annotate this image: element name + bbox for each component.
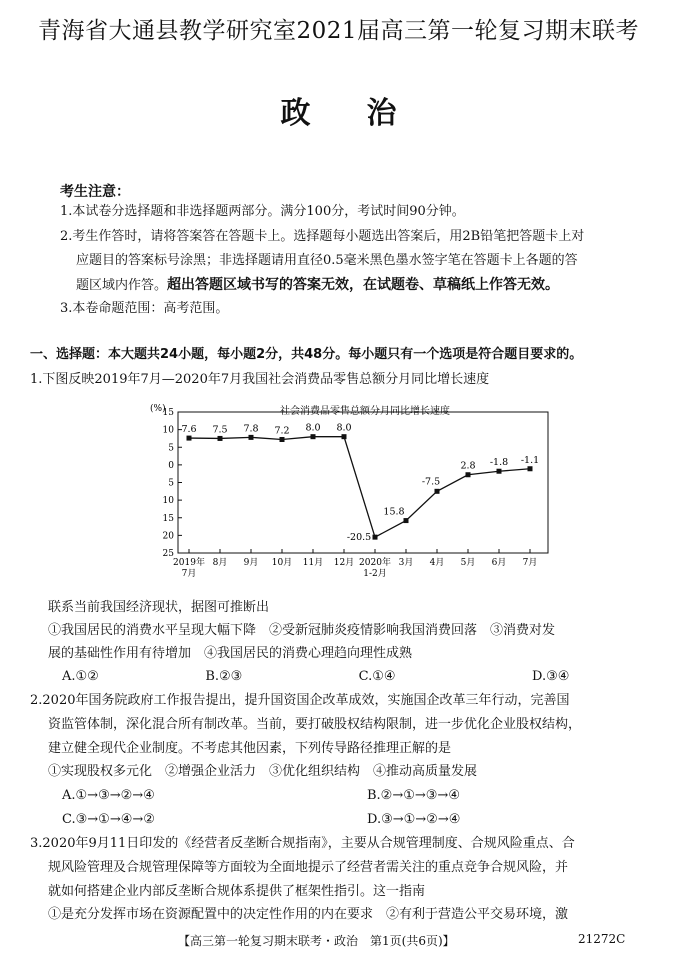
data-point — [249, 435, 254, 440]
data-point — [373, 535, 378, 540]
x-tick-label: 6月 — [491, 558, 507, 568]
footer-code: 21272C — [578, 932, 626, 946]
data-point — [342, 434, 347, 439]
q3-line-4: ①是充分发挥市场在资源配置中的决定性作用的内在要求 ②有利于营造公平交易环境，激 — [48, 907, 569, 922]
chart-title: 社会消费品零售总额分月同比增长速度 — [280, 406, 450, 417]
notice-item-2b: 应题目的答案标号涂黑；非选择题请用直径0.5毫米黑色墨水签字笔在答题卡上各题的答 — [76, 253, 578, 268]
footer-label: 【高三第一轮复习期末联考・政治 第1页(共6页)】 — [178, 934, 455, 948]
subject-title — [0, 88, 677, 132]
data-label: -20.5 — [346, 532, 372, 544]
x-tick-label: 8月 — [212, 558, 228, 568]
series-line — [189, 437, 530, 537]
q1-option-b[interactable]: B.②③ — [205, 669, 243, 684]
x-tick-label: 12月 — [333, 558, 355, 568]
q1-stem: 1.下图反映2019年7月—2020年7月我国社会消费品零售总额分月同比增长速度 — [30, 372, 490, 387]
data-label: 7.8 — [243, 423, 259, 435]
data-label: 7.6 — [181, 424, 197, 436]
x-tick-label-line2: 7月 — [181, 569, 197, 579]
data-point — [497, 469, 502, 474]
q1-statement-2: 展的基础性作用有待增加 ④我国居民的消费心理趋向理性成熟 — [48, 646, 413, 661]
notice-item-2c-text: 题区域内作答。 — [76, 278, 168, 293]
y-tick-label: 15 — [162, 513, 174, 524]
y-tick-label: 25 — [162, 549, 174, 559]
data-point — [218, 436, 223, 441]
data-point — [404, 518, 409, 523]
x-tick-label: 4月 — [429, 558, 445, 568]
series-polyline — [189, 437, 530, 537]
x-tick-label: 5月 — [460, 558, 476, 568]
data-label: 7.2 — [274, 425, 290, 437]
q1-statement-1: ①我国居民的消费水平呈现大幅下降 ②受新冠肺炎疫情影响我国消费回落 ③消费对发 — [48, 623, 556, 638]
y-tick-label: 15 — [162, 408, 174, 418]
y-axis-ticks — [163, 408, 182, 559]
y-tick-label: 5 — [168, 478, 174, 489]
q2-line-1: 2.2020年国务院政府工作报告提出，提升国资国企改革成效，实施国企改革三年行动，完善国 — [30, 693, 570, 708]
x-tick-label-line2: 1-2月 — [363, 569, 387, 579]
notice-item-3: 3.本卷命题范围：高考范围。 — [60, 301, 229, 316]
q3-line-1: 3.2020年9月11日印发的《经营者反垄断合规指南》，主要从合规管理制度、合规风险重点、合 — [30, 836, 575, 851]
y-tick-label: 5 — [168, 443, 174, 454]
notice-title: 考生注意： — [60, 184, 130, 200]
exam-header-title: 青海省大通县教学研究室2021届高三第一轮复习期末联考 — [37, 18, 640, 44]
q1-option-c[interactable]: C.①④ — [358, 669, 396, 684]
y-tick-label: 20 — [162, 531, 174, 542]
q1-option-d[interactable]: D.③④ — [531, 669, 570, 684]
q1-lead: 联系当前我国经济现状，据图可推断出 — [48, 600, 270, 615]
data-label: -7.5 — [421, 476, 441, 488]
x-tick-label: 10月 — [271, 558, 293, 568]
q1-options — [62, 667, 582, 687]
x-tick-label: 2019年 — [173, 558, 205, 568]
y-tick-label: 0 — [168, 460, 174, 471]
q2-option-d[interactable]: D.③→①→②→④ — [367, 812, 461, 827]
q2-option-a[interactable]: A.①→③→②→④ — [62, 788, 155, 803]
retail-growth-chart — [140, 395, 560, 585]
data-point — [435, 489, 440, 494]
notice-warning: 超出答题区域书写的答案无效，在试题卷、草稿纸上作答无效。 — [167, 277, 560, 293]
section-1-title: 一、选择题：本大题共24小题，每小题2分，共48分。每小题只有一个选项是符合题目要求的。 — [30, 347, 583, 362]
y-tick-label: 10 — [162, 425, 174, 436]
q2-line-3: 建立健全现代企业制度。不考虑其他因素，下列传导路径推理正解的是 — [48, 741, 452, 756]
x-tick-label: 9月 — [243, 558, 259, 568]
data-label: 8.0 — [336, 422, 352, 434]
data-point — [528, 466, 533, 471]
y-axis-unit: (%) — [150, 404, 166, 414]
data-label: -1.8 — [489, 457, 509, 469]
x-tick-label: 7月 — [522, 558, 538, 568]
data-label: 15.8 — [383, 506, 405, 518]
data-point — [311, 434, 316, 439]
q2-line-4: ①实现股权多元化 ②增强企业活力 ③优化组织结构 ④推动高质量发展 — [48, 764, 478, 779]
data-point — [466, 472, 471, 477]
data-point — [280, 437, 285, 442]
q3-line-3: 就如何搭建企业内部反垄断合规体系提供了框架性指引。这一指南 — [48, 884, 426, 899]
q2-option-b[interactable]: B.②→①→③→④ — [367, 788, 460, 803]
notice-item-1: 1.本试卷分选择题和非选择题两部分。满分100分，考试时间90分钟。 — [60, 204, 465, 219]
q2-option-c[interactable]: C.③→①→④→② — [62, 812, 155, 827]
y-tick-label: 10 — [162, 496, 174, 507]
subject-char-2: 治 — [366, 96, 397, 131]
notice-item-2c — [76, 275, 559, 296]
q2-line-2: 资监管体制，深化混合所有制改革。当前，要打破股权结构限制，进一步优化企业股权结构， — [48, 717, 582, 732]
data-point — [187, 436, 192, 441]
data-labels — [181, 423, 539, 543]
data-label: 7.5 — [212, 424, 228, 436]
q1-option-a[interactable]: A.①② — [62, 669, 99, 684]
data-label: 2.8 — [460, 460, 476, 472]
x-tick-label: 2020年 — [359, 558, 391, 568]
q3-line-2: 规风险管理及合规管理保障等方面较为全面地提示了经营者需关注的重点竞争合规风险，并 — [48, 860, 569, 875]
x-tick-label: 11月 — [302, 558, 324, 568]
subject-char-1: 政 — [280, 96, 311, 131]
data-label: 8.0 — [305, 422, 321, 434]
x-tick-label: 3月 — [398, 558, 414, 568]
data-label: -1.1 — [520, 454, 540, 466]
notice-item-2a: 2.考生作答时，请将答案答在答题卡上。选择题每小题选出答案后，用2B铅笔把答题卡上对 — [60, 229, 585, 244]
